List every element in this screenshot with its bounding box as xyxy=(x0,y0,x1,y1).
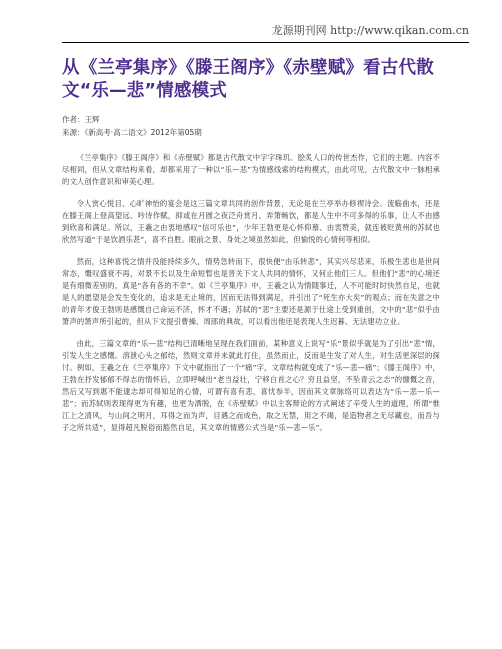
article-title: 从《兰亭集序》《滕王阁序》《赤壁赋》看古代散文“乐—悲”情感模式 xyxy=(62,58,434,101)
site-header-label[interactable]: 龙源期刊网 http://www.qikan.com.cn xyxy=(271,24,469,37)
header-divider xyxy=(62,42,469,43)
paragraph-3: 然而，这种喜悦之情并没能持续多久，情势急转而下，很快便“由乐转悲”，其实兴尽悲来，乐极生悲也是世间常态，慨叹盛衰不再，对景不长以及生命短暂也是晋关下文人共同的情怀，又何止他们三人。但他们“悲”的心境还是有细微差别的，真是“各有各的不幸”。如《兰亭集序》中，王羲之认为情随事迁，人不可能时时快然自足，也就是人的愿望是会发生变化的，追求是无止境的，因而无法得到满足，并引出了“死生亦大矣”的观点；而在失意之中的青年才俊王勃则是感慨自己命运不济，怀才不遇；苏轼的“悲”主要还是源于仕途上受到重创，文中的“悲”似乎由箫声的箫声所引起的，但从下文提引曹操、周郎的典故，可以看出他还是表现人生迟暮、无法建功立业。 xyxy=(62,257,440,326)
paragraph-1: 《兰亭集序》《滕王阁序》和《赤壁赋》都是古代散文中字字珠玑、脍炙人口的传世杰作，它们的主题、内容不尽相同，但从文章结构来看，却都采用了一种以“乐—悲”为情感线索的结构模式，由此可见，古代散文中一脉相承的文人创作意识和审美心理。 xyxy=(62,153,440,186)
article-body xyxy=(62,152,440,444)
source-line: 来源：《新高考·高二语文》2012年第05期 xyxy=(62,128,202,137)
paragraph-4: 由此，三篇文章的“乐—悲”结构已清晰地呈现在我们面前，某种意义上说写“乐”景似乎就是为了引出“悲”情，引发人生之感慨。溶泄心头之郁结，然则文章并未就此打住，虽然而止，反而是生发了对人生，对生活更深层的探讨。例如，王羲之在《兰亭集序》下文中就指出了一个“痛”字，文章结构就变成了“乐—悲—痛”；《滕王阁序》中，王勃在抒发郁郁不得志的情怀后，立即呼喊出“老当益壮，宁移白首之心？穷且益坚，不坠青云之志”的慷慨之音，然后又写到惠不能逮志却可得知足的心情，可谓有喜有悲，喜忧参半，因而其文章脉络可以表达为“乐—悲—乐—悲”；而苏轼则表现得更为有趣，也更为洒脱，在《赤壁赋》中以主客辩论的方式阐述了辛受人生的道理，所谓“惟江上之清风，与山间之明月，耳得之而为声，目遇之而成色，取之无禁，用之不竭，是造物者之无尽藏也，而吾与子之所共适”，显得超凡脱俗而豁然自足，其文章的情感公式当是“乐—悲—乐”。 xyxy=(62,339,440,432)
author-line: 作者：王辉 xyxy=(62,115,100,124)
paragraph-2: 令人赏心悦目、心旷神怡的宴会是这三篇文章共同的创作背景，无论是在兰亭举办修禊诗会、流觞曲水，还是在滕王阁上登高望远、吟诗作赋，抑或在月圆之夜泛舟赏月、弄箫畅饮，都是人生中不可多得的乐事，让人不由感到欣喜和满足。所以，王羲之由衷地感叹“信可乐也”，少年王勃更是心怀仰慕、由衷赞美，就连被贬黄州的苏轼也欣然写道“于是饮酒乐甚”，喜不自胜。眼前之景、身处之境虽然如此，但愉悦的心情何等相似。 xyxy=(62,199,440,244)
